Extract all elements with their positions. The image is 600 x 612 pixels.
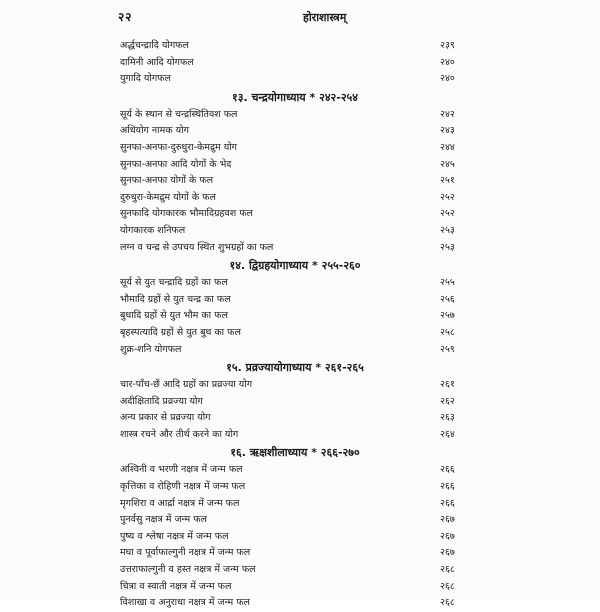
page-number: २२ (118, 10, 133, 24)
entry-page-number: २५६ (440, 293, 455, 305)
entry-title: मघा व पूर्वाफाल्गुनी नक्षत्र में जन्म फल (120, 547, 251, 559)
toc-entry (120, 342, 470, 359)
entry-page-number: २५३ (440, 224, 455, 236)
entry-title: अर्द्धचन्द्रादि योगफल (120, 40, 189, 51)
entry-page-number: २४२ (440, 108, 455, 120)
entry-page-number: २५७ (440, 310, 455, 322)
entry-page-number: २६२ (440, 395, 455, 407)
entry-page-number: २४३ (440, 125, 455, 137)
toc-entry (120, 410, 470, 427)
toc-entry (120, 38, 470, 55)
entry-title: अदीक्षितादि प्रव्रज्या योग (120, 395, 203, 407)
toc-entry (120, 462, 470, 479)
toc-entry (120, 292, 470, 309)
entry-title: उत्तराफाल्गुनी व हस्त नक्षत्र में जन्म फल (120, 564, 256, 576)
entry-title: विशाखा व अनुराधा नक्षत्र में जन्म फल (120, 597, 251, 609)
entry-page-number: २५५ (440, 277, 455, 289)
entry-title: शास्त्र रचने और तीर्थ करने का योग (120, 428, 239, 440)
toc-entry (120, 595, 470, 612)
entry-page-number: २६४ (440, 428, 455, 440)
toc-entry (120, 71, 470, 88)
section-heading (120, 443, 470, 462)
entry-page-number: २६१ (440, 379, 455, 391)
entry-page-number: २५३ (440, 241, 455, 253)
entry-title: दामिनी आदि योगफल (120, 56, 194, 68)
entry-title: पुनर्वसु नक्षत्र में जन्म फल (120, 514, 207, 526)
toc-entry (120, 223, 470, 240)
entry-page-number: २६६ (440, 497, 455, 509)
section-title: १३. चन्द्रयोगाध्याय * २४२-२५४ (232, 90, 358, 104)
running-header (118, 8, 492, 30)
toc-entry (120, 173, 470, 190)
toc-entry (120, 140, 470, 157)
entry-page-number: २६७ (440, 514, 455, 526)
toc-entry (120, 394, 470, 411)
entry-page-number: २६८ (440, 580, 455, 592)
entry-title: अन्य प्रकार से प्रव्रज्या योग (120, 412, 211, 424)
entry-page-number: २४५ (440, 158, 455, 170)
entry-title: चित्रा व स्वाती नक्षत्र में जन्म फल (120, 580, 232, 592)
toc-entry (120, 479, 470, 496)
entry-page-number: २४० (440, 73, 455, 85)
entry-page-number: २६८ (440, 597, 455, 609)
entry-title: शुक्र-शनि योगफल (120, 343, 182, 355)
toc-entry (120, 427, 470, 444)
toc-entry (120, 275, 470, 292)
entry-page-number: २३९ (440, 40, 455, 51)
entry-title: पुष्य व श्लेषा नक्षत्र में जन्म फल (120, 530, 229, 542)
toc-entry (120, 529, 470, 546)
entry-page-number: २५२ (440, 191, 455, 203)
section-title: १५. प्रव्रज्यायोगाध्याय * २६१-२६५ (226, 361, 364, 375)
entry-page-number: २४४ (440, 141, 455, 153)
entry-title: सुनफा-अनफा योगों के फल (120, 175, 214, 187)
entry-page-number: २६६ (440, 464, 455, 476)
entry-title: कृत्तिका व रोहिणी नक्षत्र में जन्म फल (120, 481, 246, 493)
entry-title: बुधादि ग्रहों से युत भौम का फल (120, 310, 228, 322)
toc-entry (120, 308, 470, 325)
toc-entry (120, 562, 470, 579)
entry-page-number: २६३ (440, 412, 455, 424)
toc-entry (120, 579, 470, 596)
entry-title: दुरुधुरा-केमद्रुम योगों के फल (120, 191, 216, 203)
entry-title: सूर्य से युत चन्द्रादि ग्रहों का फल (120, 277, 228, 289)
entry-page-number: २६६ (440, 481, 455, 493)
toc-entry (120, 545, 470, 562)
entry-title: सुनफा-अनफा आदि योगों के भेद (120, 158, 232, 170)
toc-entry (120, 190, 470, 207)
toc-entry (120, 206, 470, 223)
entry-title: सूर्य के स्थान से चन्द्रस्थितिवश फल (120, 108, 238, 120)
toc-entry (120, 377, 470, 394)
section-title: १६. ऋक्षशीलाध्याय * २६६-२७० (230, 446, 360, 460)
entry-page-number: २६७ (440, 547, 455, 559)
table-of-contents (120, 38, 470, 612)
entry-title: बृहस्पत्यादि ग्रहों से युत बुध का फल (120, 326, 241, 338)
toc-entry (120, 55, 470, 72)
entry-title: लग्न व चन्द्र से उपचय स्थित शुभग्रहों का फल (120, 241, 274, 253)
entry-page-number: २५८ (440, 326, 455, 338)
toc-entry (120, 123, 470, 140)
entry-title: योगकारक शनिफल (120, 224, 186, 236)
entry-title: भौमादि ग्रहों से युत चन्द्र का फल (120, 293, 231, 305)
entry-title: सुनफा-अनफा-दुरुधुरा-केमद्रुम योग (120, 141, 238, 153)
toc-entry (120, 325, 470, 342)
section-title: १४. द्विग्रहयोगाध्याय * २५५-२६० (229, 259, 361, 273)
section-heading (120, 358, 470, 377)
toc-entry (120, 512, 470, 529)
entry-title: चार-पाँच-छँ आदि ग्रहों का प्रव्रज्या योग (120, 379, 253, 391)
toc-entry (120, 240, 470, 257)
entry-page-number: २५१ (440, 175, 455, 187)
entry-title: अश्विनी व भरणी नक्षत्र में जन्म फल (120, 464, 243, 476)
entry-page-number: २५२ (440, 208, 455, 220)
toc-entry (120, 107, 470, 124)
entry-title: युगादि योगफल (120, 73, 171, 85)
entry-page-number: २४० (440, 56, 455, 68)
entry-page-number: २६८ (440, 564, 455, 576)
running-title: होराशास्त्रम् (303, 11, 347, 24)
entry-page-number: २६७ (440, 530, 455, 542)
toc-entry (120, 496, 470, 513)
entry-title: अधियोग नामक योग (120, 125, 189, 137)
entry-title: मृगशिरा व आर्द्रा नक्षत्र में जन्म फल (120, 497, 240, 509)
entry-page-number: २५९ (440, 343, 455, 355)
section-heading (120, 88, 470, 107)
section-heading (120, 256, 470, 275)
entry-title: सुनफादि योगकारक भौमादिग्रहवश फल (120, 208, 253, 220)
toc-entry (120, 157, 470, 174)
